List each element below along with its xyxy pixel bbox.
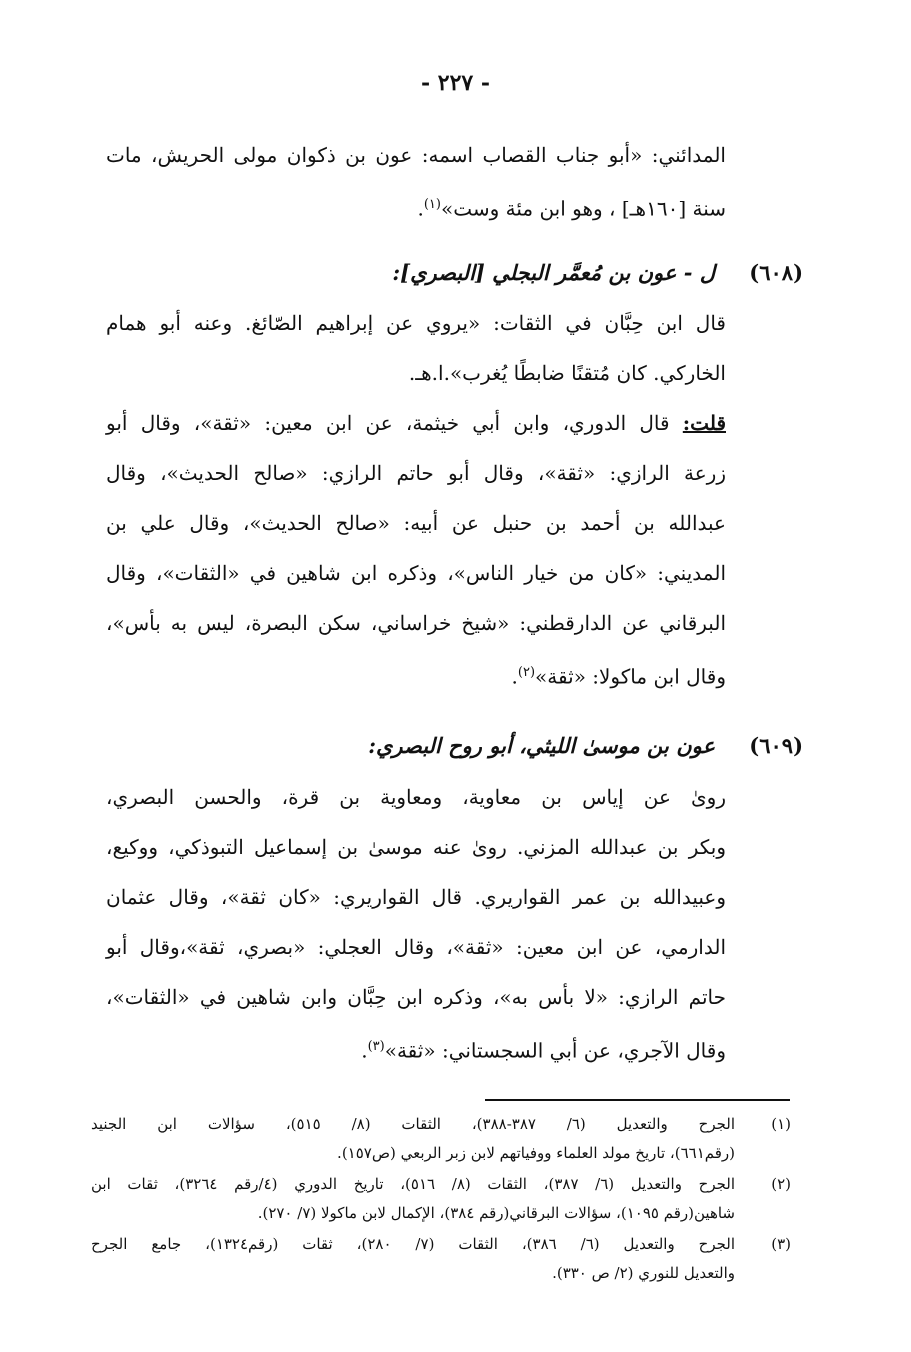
- entry-609-line-6: [106, 1022, 726, 1076]
- intro-line-2-text: سنة [١٦٠هـ] ، وهو ابن مئة وست»: [440, 196, 726, 221]
- entry-608-title: ل - عون بن مُعمَّر البجلي [البصري]:: [392, 260, 715, 285]
- entry-608-number: (٦٠٨): [749, 260, 803, 285]
- entry-608-last-text: وقال ابن ماكولا: «ثقة»: [535, 664, 726, 689]
- entry-608-line-8: [106, 648, 726, 702]
- footnote-1-line-1: الجرح والتعديل (٦/ ٣٨٧-٣٨٨)، الثقات (٨/ ٥١٥)، سؤالات ابن الجنيد: [91, 1115, 736, 1133]
- qult-text: قال الدوري، وابن أبي خيثمة، عن ابن معين: «ثقة»، وقال أبو: [106, 411, 683, 435]
- entry-609-line-1: روىٰ عن إياس بن معاوية، ومعاوية بن قرة، والحسن البصري،: [106, 785, 726, 809]
- entry-609-line-4: الدارمي، عن ابن معين: «ثقة»، وقال العجلي: «بصري، ثقة»،وقال أبو: [106, 935, 726, 959]
- page-number: - ٢٢٧ -: [420, 70, 491, 96]
- qult-label: قلت:: [682, 411, 726, 435]
- entry-609-heading: [368, 726, 803, 766]
- footnote-divider: [485, 1099, 790, 1101]
- entry-608-line-2: الخاركي. كان مُتقنًا ضابطًا يُغرب».ا.هـ.: [408, 361, 726, 385]
- footnote-1-number: (١): [771, 1115, 791, 1133]
- footnote-2-line-1: الجرح والتعديل (٦/ ٣٨٧)، الثقات (٨/ ٥١٦)، تاريخ الدوري (٤/رقم ٣٢٦٤)، ثقات ابن: [91, 1175, 736, 1193]
- footnote-3-line-2: والتعديل للنوري (٢/ ص ٣٣٠).: [552, 1264, 735, 1282]
- footnote-ref-3: (٣): [367, 1039, 385, 1054]
- footnote-2-number: (٢): [771, 1175, 791, 1193]
- footnote-2-line-2: شاهين(رقم ١٠٩٥)، سؤالات البرقاني(رقم ٣٨٤)، الإكمال لابن ماكولا (٧/ ٢٧٠).: [257, 1204, 735, 1222]
- entry-608-qult-line: [106, 398, 726, 448]
- entry-608-line-5: عبدالله بن أحمد بن حنبل عن أبيه: «صالح الحديث»، وقال علي بن: [106, 511, 726, 535]
- intro-line-2: [106, 180, 726, 234]
- entry-608-line-7: البرقاني عن الدارقطني: «شيخ خراساني، سكن البصرة، ليس به بأس»،: [106, 611, 726, 635]
- entry-609-number: (٦٠٩): [749, 733, 803, 758]
- entry-608-line-6: المديني: «كان من خيار الناس»، وذكره ابن شاهين في «الثقات»، وقال: [106, 561, 726, 585]
- footnote-3-line-1: الجرح والتعديل (٦/ ٣٨٦)، الثقات (٧/ ٢٨٠)، ثقات (رقم١٣٢٤)، جامع الجرح: [91, 1235, 736, 1253]
- footnote-3-number: (٣): [771, 1235, 791, 1253]
- entry-609-line-3: وعبيدالله بن عمر القواريري. قال القواريري: «كان ثقة»، وقال عثمان: [106, 885, 726, 909]
- intro-paragraph: [106, 130, 726, 234]
- entry-608-heading: [392, 253, 803, 293]
- footnote-1-line-2: (رقم٦٦١)، تاريخ مولد العلماء ووفياتهم لابن زبر الربعي (ص١٥٧).: [337, 1144, 735, 1162]
- entry-609-line-2: وبكر بن عبدالله المزني. روىٰ عنه موسىٰ بن إسماعيل التبوذكي، ووكيع،: [106, 835, 726, 859]
- entry-608-line-4: زرعة الرازي: «ثقة»، وقال أبو حاتم الرازي: «صالح الحديث»، وقال: [106, 461, 726, 485]
- entry-609-end: .: [361, 1038, 368, 1063]
- footnotes: [91, 1110, 791, 1290]
- footnote-ref-2: (٢): [517, 665, 536, 680]
- intro-line-1: المدائني: «أبو جناب القصاب اسمه: عون بن ذكوان مولى الحريش، مات: [106, 143, 726, 167]
- footnote-1: [91, 1110, 791, 1168]
- footnote-ref-1: (١): [423, 197, 441, 212]
- entry-608-line-1: قال ابن حِبَّان في الثقات: «يروي عن إبراهيم الصّائغ. وعنه أبو همام: [106, 311, 726, 335]
- entry-609-last-text: وقال الآجري، عن أبي السجستاني: «ثقة»: [384, 1038, 726, 1063]
- footnote-2: [91, 1170, 791, 1228]
- intro-end: .: [417, 196, 424, 221]
- entry-608-end: .: [511, 664, 518, 689]
- entry-609-line-5: حاتم الرازي: «لا بأس به»، وذكره ابن حِبَّان وابن شاهين في «الثقات»،: [106, 985, 726, 1009]
- entry-608-body: [106, 298, 726, 702]
- footnote-3: [91, 1230, 791, 1288]
- entry-609-body: [106, 772, 726, 1076]
- entry-609-title: عون بن موسىٰ الليثي، أبو روح البصري:: [368, 733, 715, 758]
